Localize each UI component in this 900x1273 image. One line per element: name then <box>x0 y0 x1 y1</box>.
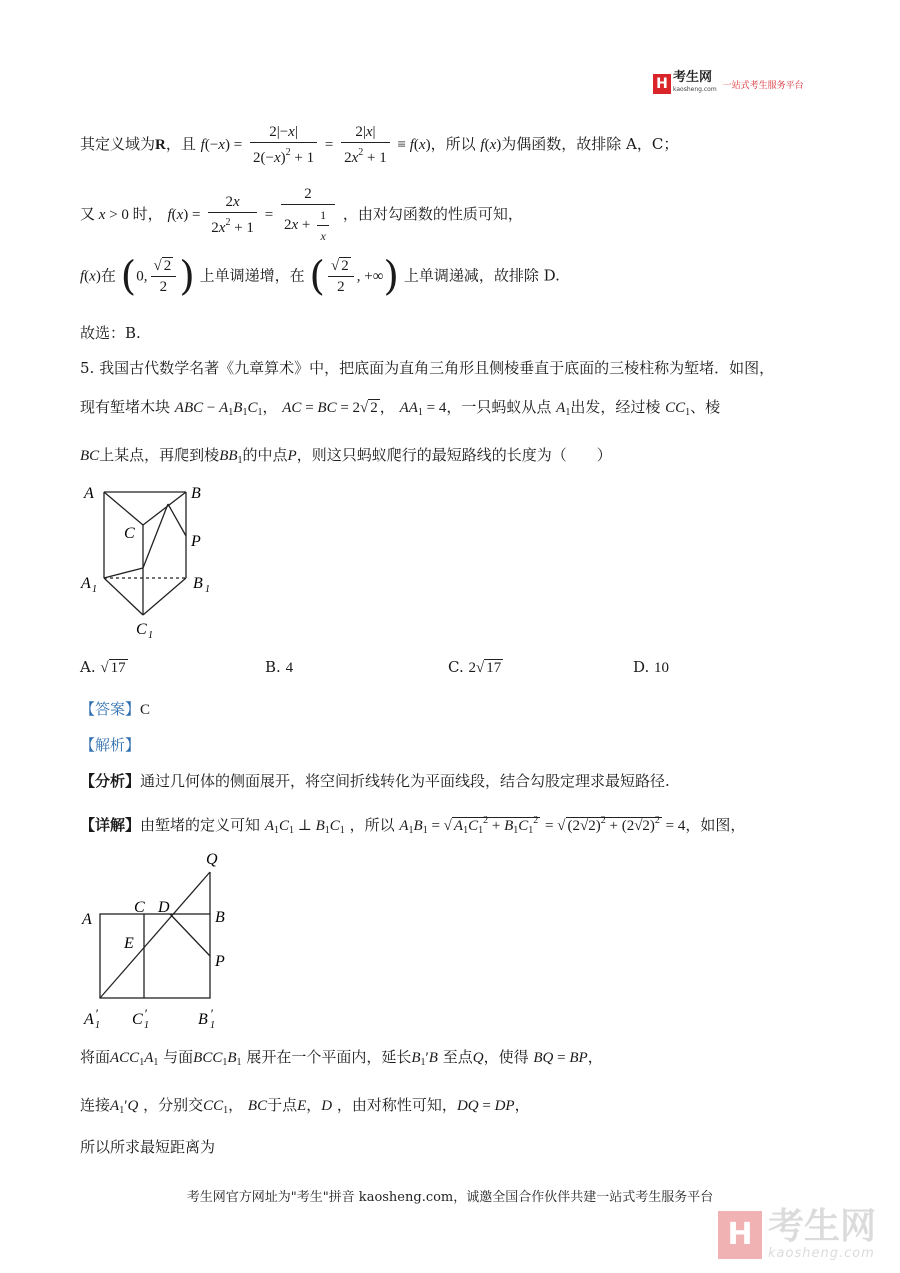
prism-figure <box>78 478 228 640</box>
label-C: C <box>134 899 145 916</box>
final-line: 所以所求最短距离为 <box>80 1138 216 1156</box>
logo-icon: H <box>653 74 671 94</box>
analysis-tag: 【解析】 <box>80 736 141 754</box>
label-D: D <box>158 899 170 916</box>
solution-line-1: 其定义域为R，且 f(−x) = $\frac{2|-x|}{2(-x)^2 + 1}$ = $\frac{2|x|}{2x^2 + 1}$ ≡ f(x)，所以 f(x)为偶函数，故排除 A，C； <box>80 124 679 166</box>
footer-text: 考生网官方网址为"考生"拼音 kaosheng.com，诚邀全国合作伙伴共建一站式考生服务平台 <box>186 1190 714 1205</box>
solution-line-2: 又 x > 0 时， f(x) = $\frac{2x}{2x^2 + 1}$ = 2 2x + $\frac{1}{x}$ ，由对勾函数的性质可知， <box>80 186 523 243</box>
option-b[interactable]: B. 4 <box>265 658 294 676</box>
question-text-1: 5. 我国古代数学名著《九章算术》中，把底面为直角三角形且侧棱垂直于底面的三棱柱称为堑堵．如图， <box>80 359 775 377</box>
label-B: B <box>215 909 225 926</box>
unfolded-figure <box>78 842 248 1032</box>
svg-text:1: 1 <box>148 630 153 640</box>
question-text-3: BC上某点，再爬到棱$BB_1$的中点P，则这只蚂蚁爬行的最短路线的长度为（ ） <box>80 446 612 466</box>
logo-slogan: 一站式考生服务平台 <box>722 80 804 91</box>
logo-name: 考生网 kaosheng.com <box>673 70 717 93</box>
svg-text:1: 1 <box>210 1020 215 1031</box>
conclusion: 故选：B. <box>80 324 141 342</box>
fenxi-line: 【分析】通过几何体的侧面展开，将空间折线转化为平面线段，结合勾股定理求最短路径. <box>80 772 670 790</box>
watermark: H 考生网 kaosheng.com <box>718 1208 876 1261</box>
label-A1p: A <box>84 1011 94 1028</box>
svg-text:′: ′ <box>210 1006 213 1021</box>
label-A1: A <box>81 575 91 592</box>
label-B1: B <box>193 575 203 592</box>
label-P: P <box>191 533 201 550</box>
label-C1: C <box>136 621 147 638</box>
unfold-line: 将面$ACC_1A_1$ 与面$BCC_1B_1$ 展开在一个平面内，延长$B_1'B$ 至点Q，使得 BQ = BP， <box>80 1048 603 1068</box>
label-P: P <box>215 953 225 970</box>
svg-text:1: 1 <box>95 1020 100 1031</box>
label-E: E <box>124 935 134 952</box>
answer-line: 【答案】C <box>80 700 151 718</box>
label-A: A <box>84 485 94 502</box>
svg-text:1: 1 <box>92 584 97 595</box>
label-C: C <box>124 525 135 542</box>
question-text-2: 现有堑堵木块 ABC − $A_1B_1C_1$， AC = BC = 2√ 2 ， $AA_1 = 4$，一只蚂蚁从点 $A_1$出发，经过棱 $CC_1$、棱 <box>80 398 721 418</box>
svg-text:1: 1 <box>205 584 210 595</box>
label-B1p: B <box>198 1011 208 1028</box>
solution-line-3: f(x)在 (0, $\frac{√ 2}{2}$ ) 上单调递增，在 ( $\frac{√ 2}{2}$ , +∞) 上单调递减，故排除 D. <box>80 253 560 300</box>
option-c[interactable]: C. 2√ 17 <box>448 658 502 676</box>
svg-text:1: 1 <box>144 1020 149 1031</box>
svg-text:′: ′ <box>144 1006 147 1021</box>
label-A: A <box>82 911 92 928</box>
label-B: B <box>191 485 201 502</box>
label-Q: Q <box>206 851 218 868</box>
connect-line: 连接$A_1'Q$ ，分别交$CC_1$， BC于点E，D ，由对称性可知，DQ = DP， <box>80 1096 530 1116</box>
svg-text:′: ′ <box>95 1006 98 1021</box>
site-logo[interactable] <box>653 72 804 96</box>
option-d[interactable]: D. 10 <box>633 658 670 676</box>
watermark-logo-icon: H <box>718 1211 762 1259</box>
option-a[interactable]: A. √ 17 <box>80 658 126 676</box>
detail-line: 【详解】由堑堵的定义可知 $A_1C_1$ ⊥ $B_1C_1$ ，所以 $A_1B_1$ = √ $A_1C_1^2 + B_1C_1^2$ = √ $(2√2)^2 + (2√2)^2 = 4$，如图， <box>80 815 746 836</box>
label-C1p: C <box>132 1011 143 1028</box>
